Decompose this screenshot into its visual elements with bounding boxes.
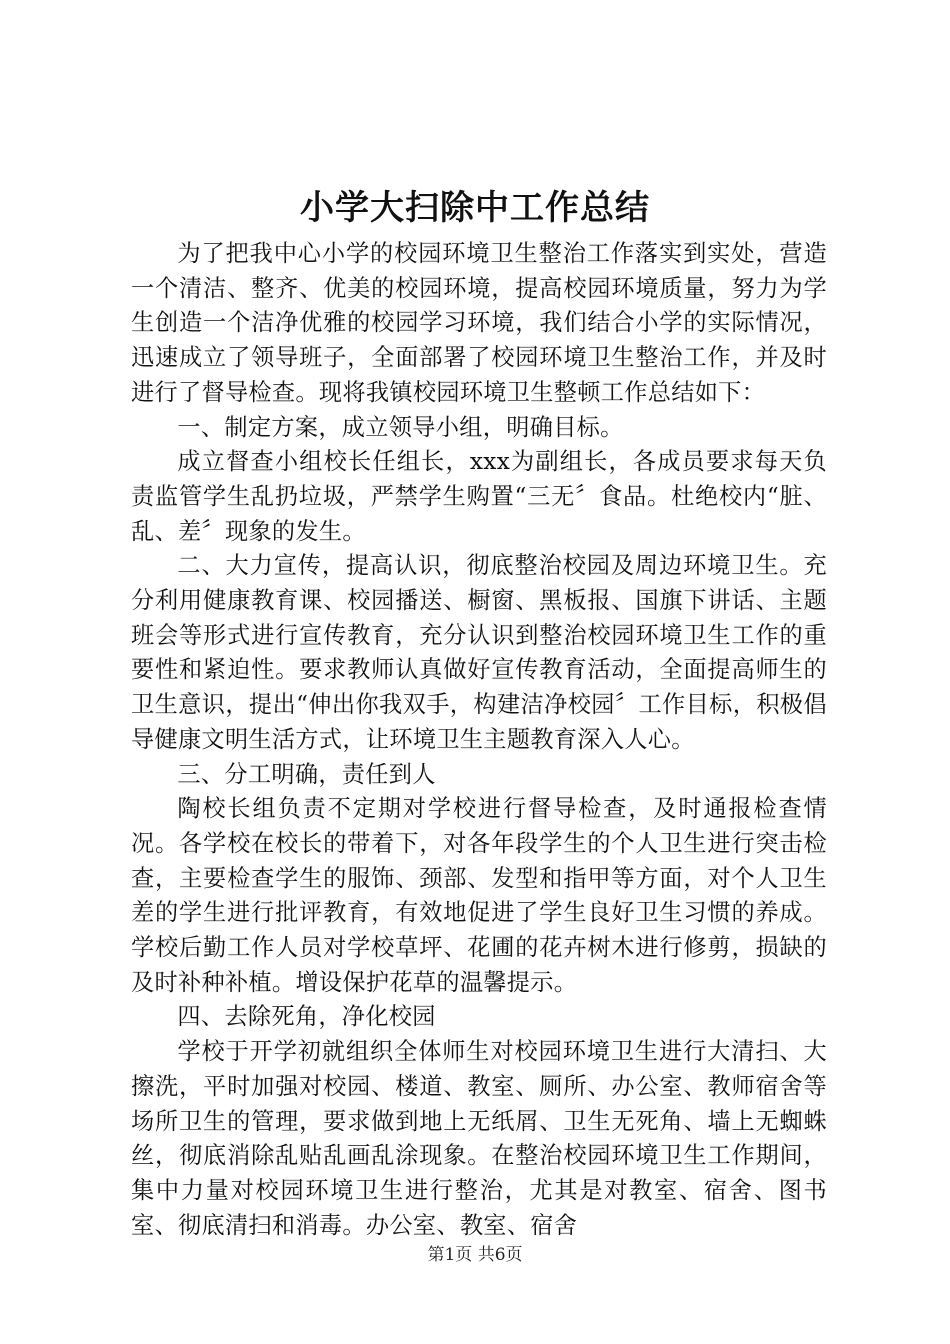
paragraph-section-3: 陶校长组负责不定期对学校进行督导检查，及时通报检查情况。各学校在校长的带着下，对各年段学生的个人卫生进行突击检查，主要检查学生的服饰、颈部、发型和指甲等方面，对个人卫生差的学生进行批评教育，有效地促进了学生良好卫生习惯的养成。学校后勤工作人员对学校草坪、花圃的花卉树木进行修剪，损缺的及时补种补植。增设保护花草的温馨提示。 (131, 795, 827, 996)
document-title: 小学大扫除中工作总结 (300, 188, 650, 228)
section-heading-1: 一、制定方案，成立领导小组，明确目标。 (177, 413, 624, 441)
section-heading-4: 四、去除死角，净化校园 (177, 1003, 436, 1031)
page-number-footer: 第1页 共6页 (427, 1245, 523, 1265)
paragraph-section-4: 学校于开学初就组织全体师生对校园环境卫生进行大清扫、大擦洗，平时加强对校园、楼道、教室、厕所、办公室、教师宿舍等场所卫生的管理，要求做到地上无纸屑、卫生无死角、墙上无蜘蛛丝，彻底消除乱贴乱画乱涂现象。在整治校园环境卫生工作期间，集中力量对校园环境卫生进行整治，尤其是对教室、宿舍、图书室、彻底清扫和消毒。办公室、教室、宿舍 (131, 1038, 827, 1239)
paragraph-section-1: 成立督查小组校长任组长，xxx为副组长，各成员要求每天负责监管学生乱扔垃圾，严禁学生购置“三无〞食品。杜绝校内“脏、乱、差〞现象的发生。 (131, 448, 827, 545)
paragraph-intro: 为了把我中心小学的校园环境卫生整治工作落实到实处，营造一个清洁、整齐、优美的校园环境，提高校园环境质量，努力为学生创造一个洁净优雅的校园学习环境，我们结合小学的实际情况，迅速成立了领导班子，全面部署了校园环境卫生整治工作，并及时进行了督导检查。现将我镇校园环境卫生整顿工作总结如下： (131, 240, 827, 406)
section-heading-3: 三、分工明确，责任到人 (177, 760, 436, 788)
document-body (131, 237, 827, 1243)
section-heading-2-paragraph: 二、大力宣传，提高认识，彻底整治校园及周边环境卫生。充分利用健康教育课、校园播送、橱窗、黑板报、国旗下讲话、主题班会等形式进行宣传教育，充分认识到整治校园环境卫生工作的重要性和紧迫性。要求教师认真做好宣传教育活动，全面提高师生的卫生意识，提出“伸出你我双手，构建洁净校园〞工作目标，积极倡导健康文明生活方式，让环境卫生主题教育深入人心。 (131, 552, 827, 753)
